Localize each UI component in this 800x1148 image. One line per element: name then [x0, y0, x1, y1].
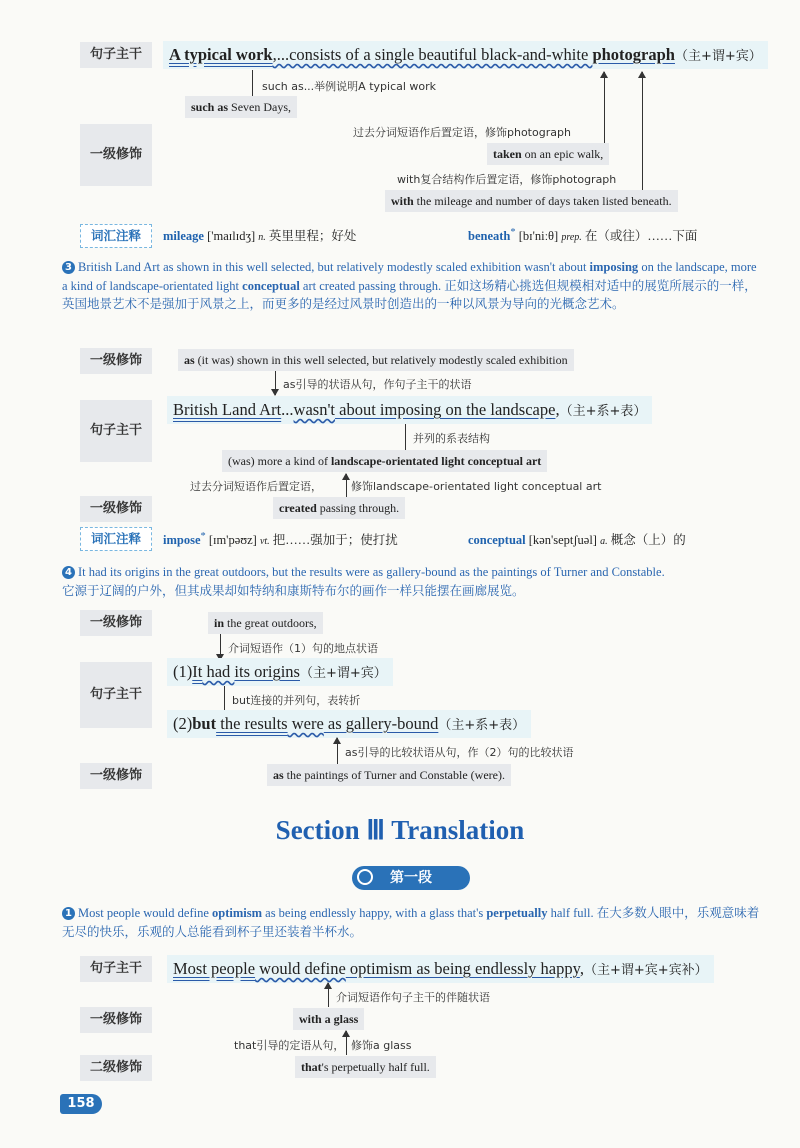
paragraph-3: 3 British Land Art as shown in this well selected, but relatively modestly scaled exhibition wasn't about imposing on the landscape, more a kind of landscape-orientated light conceptual art created passing through. 正如这场精心挑选但规模相对适中的展览所展示的一样，英国地景艺术不是强加于风景之上，而更多的是经过风景时创造出的一种以风景为导向的光概念艺术。: [62, 260, 757, 311]
label-main-clause: 句子主干: [80, 956, 152, 982]
object: photograph: [592, 45, 675, 64]
annotation: with复合结构作后置定语，修饰photograph: [397, 173, 617, 186]
annotation: but连接的并列句，表转折: [232, 694, 361, 707]
modifier-box: with the mileage and number of days taken listed beneath.: [385, 190, 678, 212]
modifier-box: as (it was) shown in this well selected, but relatively modestly scaled exhibition: [178, 349, 574, 371]
annotation: 修饰a glass: [351, 1039, 412, 1052]
paragraph-tag: 第一段: [352, 866, 470, 890]
modifier-box: in the great outdoors,: [208, 612, 323, 634]
pattern: （主+谓+宾）: [674, 49, 762, 64]
connector-arrow: [337, 738, 338, 764]
vocab-entry: mileage ['maɪlɪdʒ] n. 英里里程；好处: [163, 229, 357, 243]
label-level1: 一级修饰: [80, 1007, 152, 1033]
main-clause: [163, 41, 768, 69]
modifier-box: that's perpetually half full.: [295, 1056, 436, 1078]
label-level1: 一级修饰: [80, 610, 152, 636]
main-clause: British Land Art...wasn't about imposing on the landscape,（主+系+表）: [167, 396, 652, 424]
annotation: 并列的系表结构: [413, 432, 490, 445]
subject: A typical work: [169, 45, 273, 64]
label-level2: 二级修饰: [80, 1055, 152, 1081]
label-glossary: 词汇注释: [80, 527, 152, 551]
annotation: that引导的定语从句，: [234, 1039, 345, 1052]
annotation: as引导的状语从句，作句子主干的状语: [283, 378, 472, 391]
annotation: 介词短语作句子主干的伴随状语: [336, 991, 490, 1004]
label-level1: 一级修饰: [80, 496, 152, 522]
connector-line: [224, 686, 225, 712]
modifier-box: created passing through.: [273, 497, 405, 519]
annotation: 修饰landscape-orientated light conceptual art: [351, 480, 602, 493]
label-level1: 一级修饰: [80, 348, 152, 374]
paragraph-4: 4 It had its origins in the great outdoors, but the results were as gallery-bound as the paintings of Turner and Constable. 它源于辽阔的户外，但其成果却如特纳和康斯特布尔的画作一样只能摆在画廊展览。: [62, 565, 665, 598]
modifier-box: with a glass: [293, 1008, 364, 1030]
vocab-entry: impose* [ɪm'pəʊz] vt. 把……强加于；使打扰: [163, 530, 398, 547]
main-clause-2: (2)but the results were as gallery-bound（主+系+表）: [167, 710, 531, 738]
modifier-box: as the paintings of Turner and Constable (were).: [267, 764, 511, 786]
section-title: Section Ⅲ Translation: [275, 815, 525, 845]
label-main-clause: 句子主干: [80, 400, 152, 462]
connector-arrow: [275, 371, 276, 395]
annotation: 介词短语作（1）句的地点状语: [228, 642, 378, 655]
annotation: 过去分词短语作后置定语，修饰photograph: [353, 126, 571, 139]
label-main-clause: 句子主干: [80, 42, 152, 68]
label-level1: 一级修饰: [80, 763, 152, 789]
modifier-box: (was) more a kind of landscape-orientated light conceptual art: [222, 450, 547, 472]
magnifier-icon: [357, 869, 373, 885]
main-clause-1: (1)It had its origins（主+谓+宾）: [167, 658, 393, 686]
vocab-entry: conceptual [kən'septʃuəl] a. 概念（上）的: [468, 533, 686, 547]
connector-line: [405, 424, 406, 452]
connector-arrow: [604, 72, 605, 144]
annotation: such as...举例说明A typical work: [262, 80, 437, 93]
annotation: 过去分词短语作后置定语，: [190, 480, 322, 493]
label-main-clause: 句子主干: [80, 662, 152, 728]
vocab-entry: beneath* [bɪ'niːθ] prep. 在（或往）……下面: [468, 226, 698, 243]
connector-arrow: [642, 72, 643, 190]
label-glossary: 词汇注释: [80, 224, 152, 248]
paragraph-1: 1 Most people would define optimism as being endlessly happy, with a glass that's perpetually half full. 在大多数人眼中，乐观意味着无尽的快乐，乐观的人总能看到杯子里还装着半杯水。: [62, 906, 760, 939]
main-clause: Most people would define optimism as being endlessly happy,（主+谓+宾+宾补）: [167, 955, 714, 983]
connector-arrow: [346, 1031, 347, 1055]
page-number: 158: [60, 1094, 102, 1114]
connector-arrow: [346, 474, 347, 498]
annotation: as引导的比较状语从句，作（2）句的比较状语: [345, 746, 574, 759]
label-level1: 一级修饰: [80, 124, 152, 186]
modifier-box: such as Seven Days,: [185, 96, 297, 118]
modifier-box: taken on an epic walk,: [487, 143, 609, 165]
connector-arrow: [328, 983, 329, 1007]
predicate: ,...consists of a single beautiful black-and-white: [272, 45, 593, 64]
connector-arrow: [220, 634, 221, 660]
